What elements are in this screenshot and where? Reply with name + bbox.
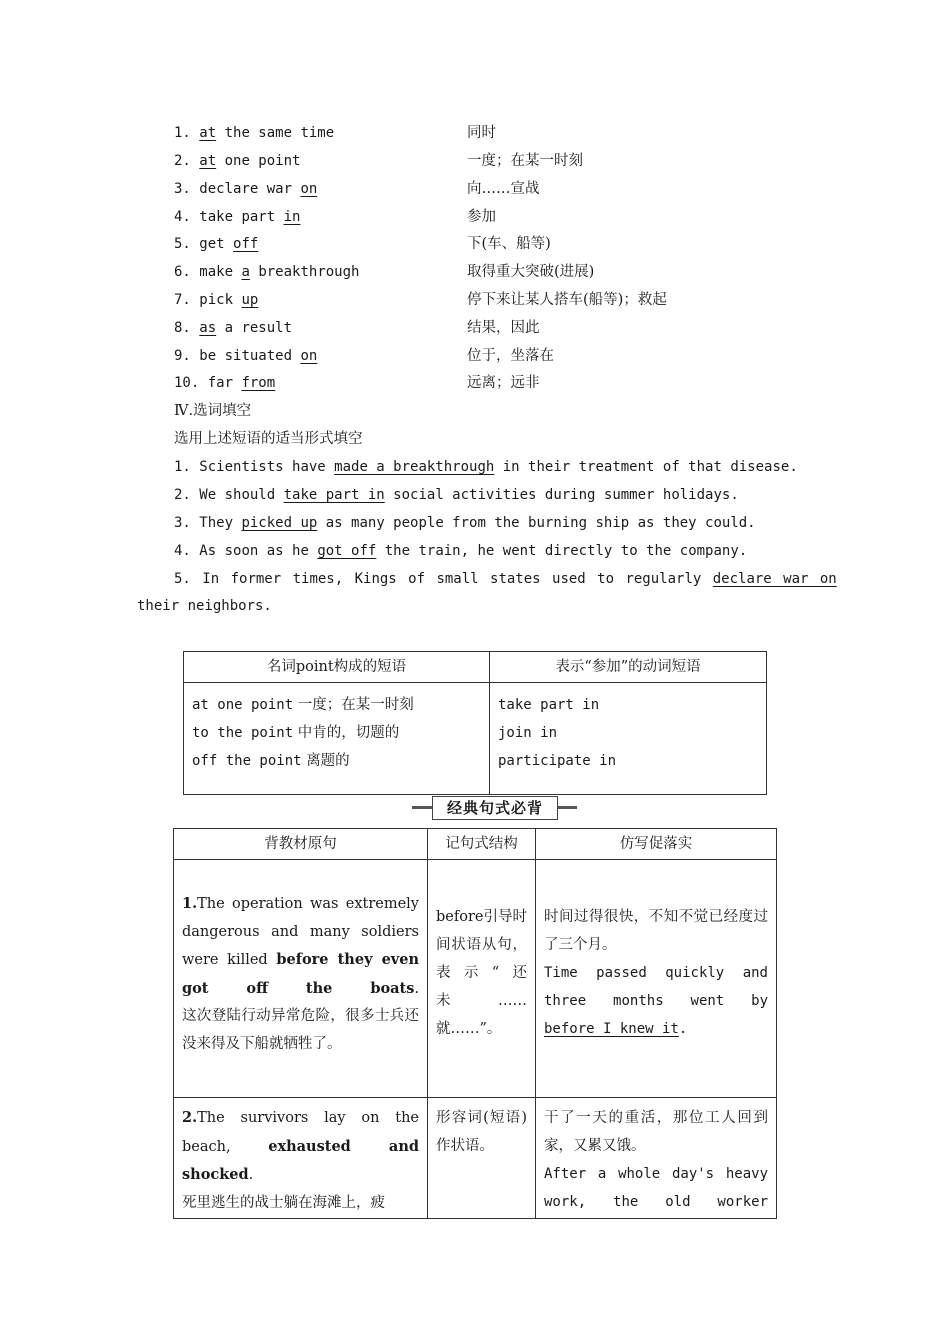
list-item: off the point 离题的 bbox=[192, 753, 350, 769]
phrase-meaning: 停下来让某人搭车(船等)；救起 bbox=[467, 292, 667, 308]
phrase-meaning: 下(车、船等) bbox=[467, 236, 551, 252]
participate-phrases-cell bbox=[490, 683, 767, 795]
table-header: 仿写促落实 bbox=[536, 829, 777, 860]
phrase-item: 7. pick up bbox=[174, 292, 259, 308]
table-row bbox=[174, 860, 777, 1098]
structure-cell bbox=[428, 1098, 536, 1219]
table-header: 记句式结构 bbox=[428, 829, 536, 860]
original-sentence-cell bbox=[174, 1098, 428, 1219]
phrase-meaning: 一度；在某一时刻 bbox=[467, 153, 583, 169]
phrase-meaning: 远离；远非 bbox=[467, 375, 540, 391]
original-sentence-en: 1.The operation was extremely dangerous and many soldiers were killed before they even got off the boats. bbox=[182, 895, 419, 997]
section-instruction: 选用上述短语的适当形式填空 bbox=[174, 431, 363, 447]
practice-cn: 时间过得很快，不知不觉已经度过了三个月。 bbox=[544, 909, 768, 953]
table-row bbox=[174, 1098, 777, 1219]
answer-blank: picked up bbox=[241, 515, 318, 531]
structure-cell bbox=[428, 860, 536, 1098]
banner-title: 经典句式必背 bbox=[432, 796, 558, 820]
exercise-sentence: 1. Scientists have made a breakthrough in their treatment of that disease. bbox=[174, 459, 798, 475]
phrase-item: 5. get off bbox=[174, 236, 259, 252]
point-phrases-cell bbox=[184, 683, 490, 795]
answer-blank: take part in bbox=[283, 487, 385, 503]
phrase-item: 1. at the same time bbox=[174, 125, 335, 141]
phrase-item: 3. declare war on bbox=[174, 181, 318, 197]
answer-blank: before I knew it bbox=[544, 1021, 679, 1037]
phrase-item: 4. take part in bbox=[174, 209, 301, 225]
sentence-pattern-table bbox=[173, 828, 777, 1219]
phrase-item: 10. far from bbox=[174, 375, 276, 391]
exercise-sentence: 5. In former times, Kings of small states used to regularly declare war on bbox=[174, 571, 837, 587]
answer-blank: made a breakthrough bbox=[334, 459, 495, 475]
section-banner bbox=[412, 795, 577, 821]
practice-en: Time passed quickly and three months went by before I knew it. bbox=[544, 965, 768, 1037]
table-header: 表示“参加”的动词短语 bbox=[490, 652, 767, 683]
table-header: 名词point构成的短语 bbox=[184, 652, 490, 683]
list-item: join in bbox=[498, 725, 558, 741]
phrase-comparison-table bbox=[183, 651, 767, 795]
list-item: to the point 中肯的，切题的 bbox=[192, 725, 400, 741]
exercise-sentence: 4. As soon as he got off the train, he went directly to the company. bbox=[174, 543, 748, 559]
list-item: take part in bbox=[498, 697, 600, 713]
answer-blank: got off bbox=[317, 543, 377, 559]
phrase-item: 8. as a result bbox=[174, 320, 293, 336]
phrase-item: 9. be situated on bbox=[174, 348, 318, 364]
list-item: participate in bbox=[498, 753, 617, 769]
original-sentence-cell bbox=[174, 860, 428, 1098]
practice-cell bbox=[536, 860, 777, 1098]
phrase-meaning: 同时 bbox=[467, 125, 496, 141]
banner-rule-left bbox=[412, 806, 434, 809]
phrase-item: 2. at one point bbox=[174, 153, 301, 169]
practice-cn: 干了一天的重活，那位工人回到家，又累又饿。 bbox=[544, 1110, 768, 1154]
phrase-meaning: 参加 bbox=[467, 209, 496, 225]
exercise-sentence: 3. They picked up as many people from the burning ship as they could. bbox=[174, 515, 756, 531]
phrase-meaning: 位于，坐落在 bbox=[467, 348, 554, 364]
structure-text: 形容词(短语)作状语。 bbox=[436, 1110, 527, 1154]
list-item: at one point 一度；在某一时刻 bbox=[192, 697, 414, 713]
original-sentence-cn: 死里逃生的战士躺在海滩上，疲 bbox=[182, 1194, 385, 1211]
exercise-sentence: 2. We should take part in social activities during summer holidays. bbox=[174, 487, 739, 503]
original-sentence-cn: 这次登陆行动异常危险，很多士兵还没来得及下船就牺牲了。 bbox=[182, 1008, 419, 1052]
practice-cell bbox=[536, 1098, 777, 1219]
phrase-meaning: 取得重大突破(进展) bbox=[467, 264, 595, 280]
original-sentence-en: 2.The survivors lay on the beach, exhausted and shocked. bbox=[182, 1109, 420, 1183]
table-header: 背教材原句 bbox=[174, 829, 428, 860]
answer-blank: declare war on bbox=[712, 571, 837, 587]
structure-text: before引导时间状语从句，表示“还未……就……”。 bbox=[436, 909, 527, 1037]
phrase-item: 6. make a breakthrough bbox=[174, 264, 360, 280]
phrase-meaning: 向……宣战 bbox=[467, 181, 540, 197]
practice-en: After a whole day's heavy work, the old worker bbox=[544, 1166, 768, 1210]
banner-rule-right bbox=[555, 806, 577, 809]
section-heading: Ⅳ.选词填空 bbox=[174, 403, 252, 419]
phrase-meaning: 结果，因此 bbox=[467, 320, 540, 336]
exercise-sentence-continuation: their neighbors. bbox=[137, 598, 272, 614]
